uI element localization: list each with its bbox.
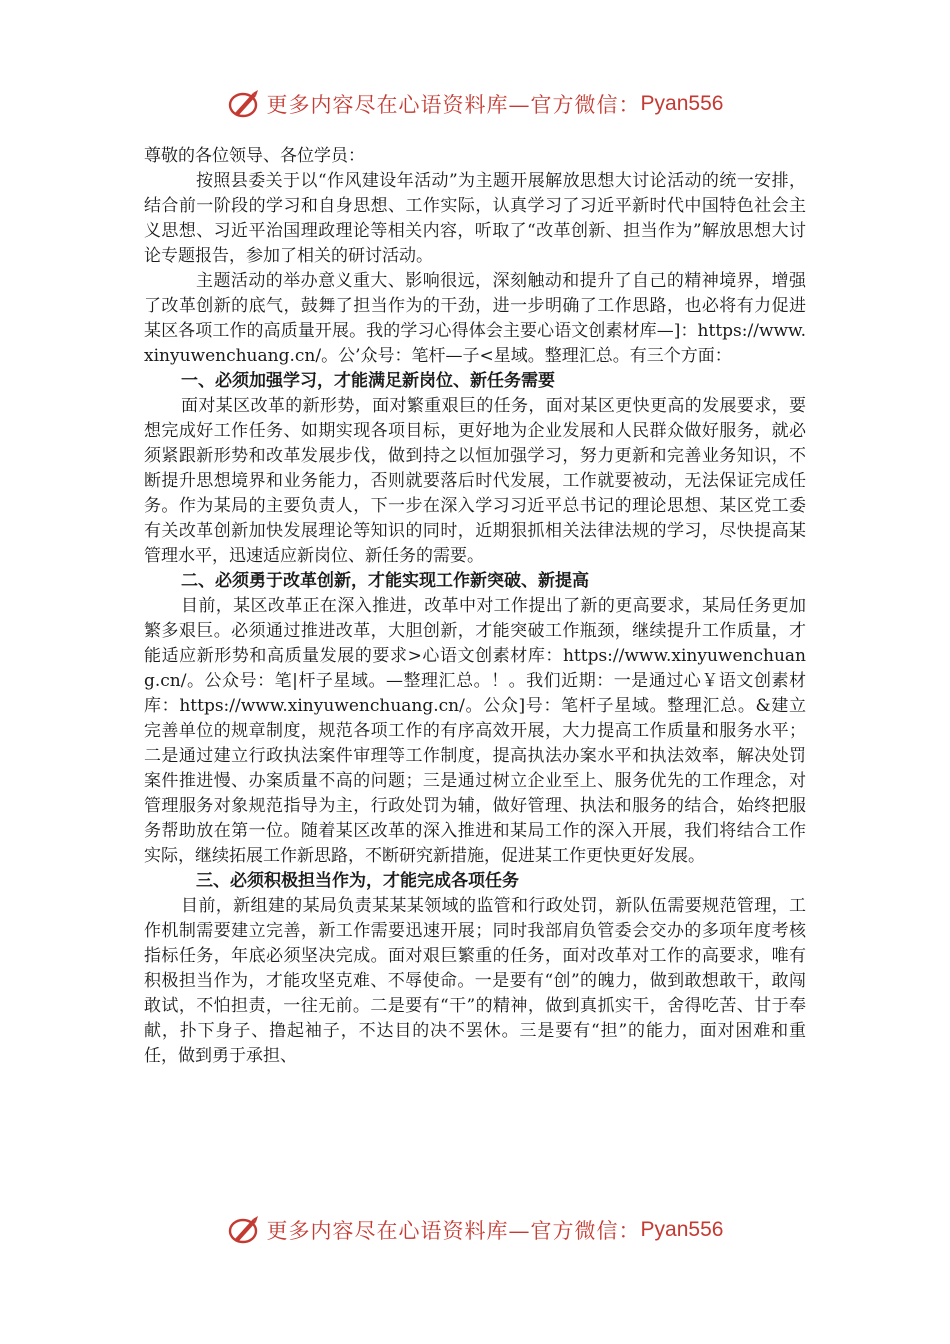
header-banner bbox=[0, 82, 950, 126]
pen-logo-icon bbox=[227, 87, 261, 121]
paragraph-5: 目前，新组建的某局负责某某某领域的监管和行政处罚，新队伍需要规范管理，工作机制需要建立完善，新工作需要迅速开展；同时我部肩负管委会交办的多项年度考核指标任务，年底必须坚决完成。面对艰巨繁重的任务，面对改革对工作的高要求，唯有积极担当作为，才能攻坚克难、不辱使命。一是要有“创”的魄力，做到敢想敢干，敢闯敢试，不怕担责，一往无前。二是要有“干”的精神，做到真抓实干，舍得吃苦、甘于奉献，扑下身子、撸起袖子，不达目的决不罢休。三是要有“担”的能力，面对困难和重任，做到勇于承担、 bbox=[144, 896, 806, 1066]
footer-banner-wechat: Pyan556 bbox=[640, 1218, 724, 1241]
paragraph-4: 目前，某区改革正在深入推进，改革中对工作提出了新的更高要求，某局任务更加繁多艰巨。必须通过推进改革，大胆创新，才能突破工作瓶颈，继续提升工作质量，才能适应新形势和高质量发展的要求>心语文创素材库：https://www.xinyuwenchuang.cn/。公众号：笔|杆子星域。—整理汇总。！。我们近期：一是通过心￥语文创素材库：https://www.xinyuwenchuang.cn/。公众]号：笔杆子星域。整理汇总。&建立完善单位的规章制度，规范各项工作的有序高效开展，大力提高工作质量和服务水平；二是通过建立行政执法案件审理等工作制度，提高执法办案水平和执法效率，解决处罚案件推进慢、办案质量不高的问题；三是通过树立企业至上、服务优先的工作理念，对管理服务对象规范指导为主，行政处罚为辅，做好管理、执法和服务的结合，始终把服务帮助放在第一位。随着某区改革的深入推进和某局工作的深入开展，我们将结合工作实际，继续拓展工作新思路，不断研究新措施，促进某工作更快更好发展。 bbox=[144, 596, 806, 866]
salutation: 尊敬的各位领导、各位学员： bbox=[144, 146, 365, 166]
heading-2: 二、必须勇于改革创新，才能实现工作新突破、新提高 bbox=[181, 571, 589, 591]
footer-banner bbox=[0, 1208, 950, 1252]
heading-3: 三、必须积极担当作为，才能完成各项任务 bbox=[196, 871, 519, 891]
paragraph-1: 按照县委关于以“作风建设年活动”为主题开展解放思想大讨论活动的统一安排，结合前一阶段的学习和自身思想、工作实际，认真学习了习近平新时代中国特色社会主义思想、习近平治国理政理论等相关内容，听取了“改革创新、担当作为”解放思想大讨论专题报告，参加了相关的研讨活动。 bbox=[144, 171, 806, 266]
header-banner-wechat: Pyan556 bbox=[640, 92, 724, 115]
document-body bbox=[144, 144, 806, 1069]
heading-1: 一、必须加强学习，才能满足新岗位、新任务需要 bbox=[181, 371, 555, 391]
paragraph-3: 面对某区改革的新形势，面对繁重艰巨的任务，面对某区更快更高的发展要求，要想完成好工作任务、如期实现各项目标，更好地为企业发展和人民群众做好服务，就必须紧跟新形势和改革发展步伐，做到持之以恒加强学习，努力更新和完善业务知识，不断提升思想境界和业务能力，否则就要落后时代发展，工作就要被动，无法保证完成任务。作为某局的主要负责人，下一步在深入学习习近平总书记的理论思想、某区党工委有关改革创新加快发展理论等知识的同时，近期狠抓相关法律法规的学习，尽快提高某管理水平，迅速适应新岗位、新任务的需要。 bbox=[144, 396, 806, 566]
footer-banner-text: 更多内容尽在心语资料库—官方微信： bbox=[266, 1219, 641, 1243]
paragraph-2: 主题活动的举办意义重大、影响很远，深刻触动和提升了自己的精神境界，增强了改革创新的底气，鼓舞了担当作为的干劲，进一步明确了工作思路，也必将有力促进某区各项工作的高质量开展。我的学习心得体会主要心语文创素材库—]：https://www.xinyuwenchuang.cn/。公’众号：笔杆—子<星域。整理汇总。有三个方面： bbox=[144, 271, 806, 366]
header-banner-text: 更多内容尽在心语资料库—官方微信： bbox=[266, 93, 641, 117]
pen-logo-icon bbox=[227, 1213, 261, 1247]
